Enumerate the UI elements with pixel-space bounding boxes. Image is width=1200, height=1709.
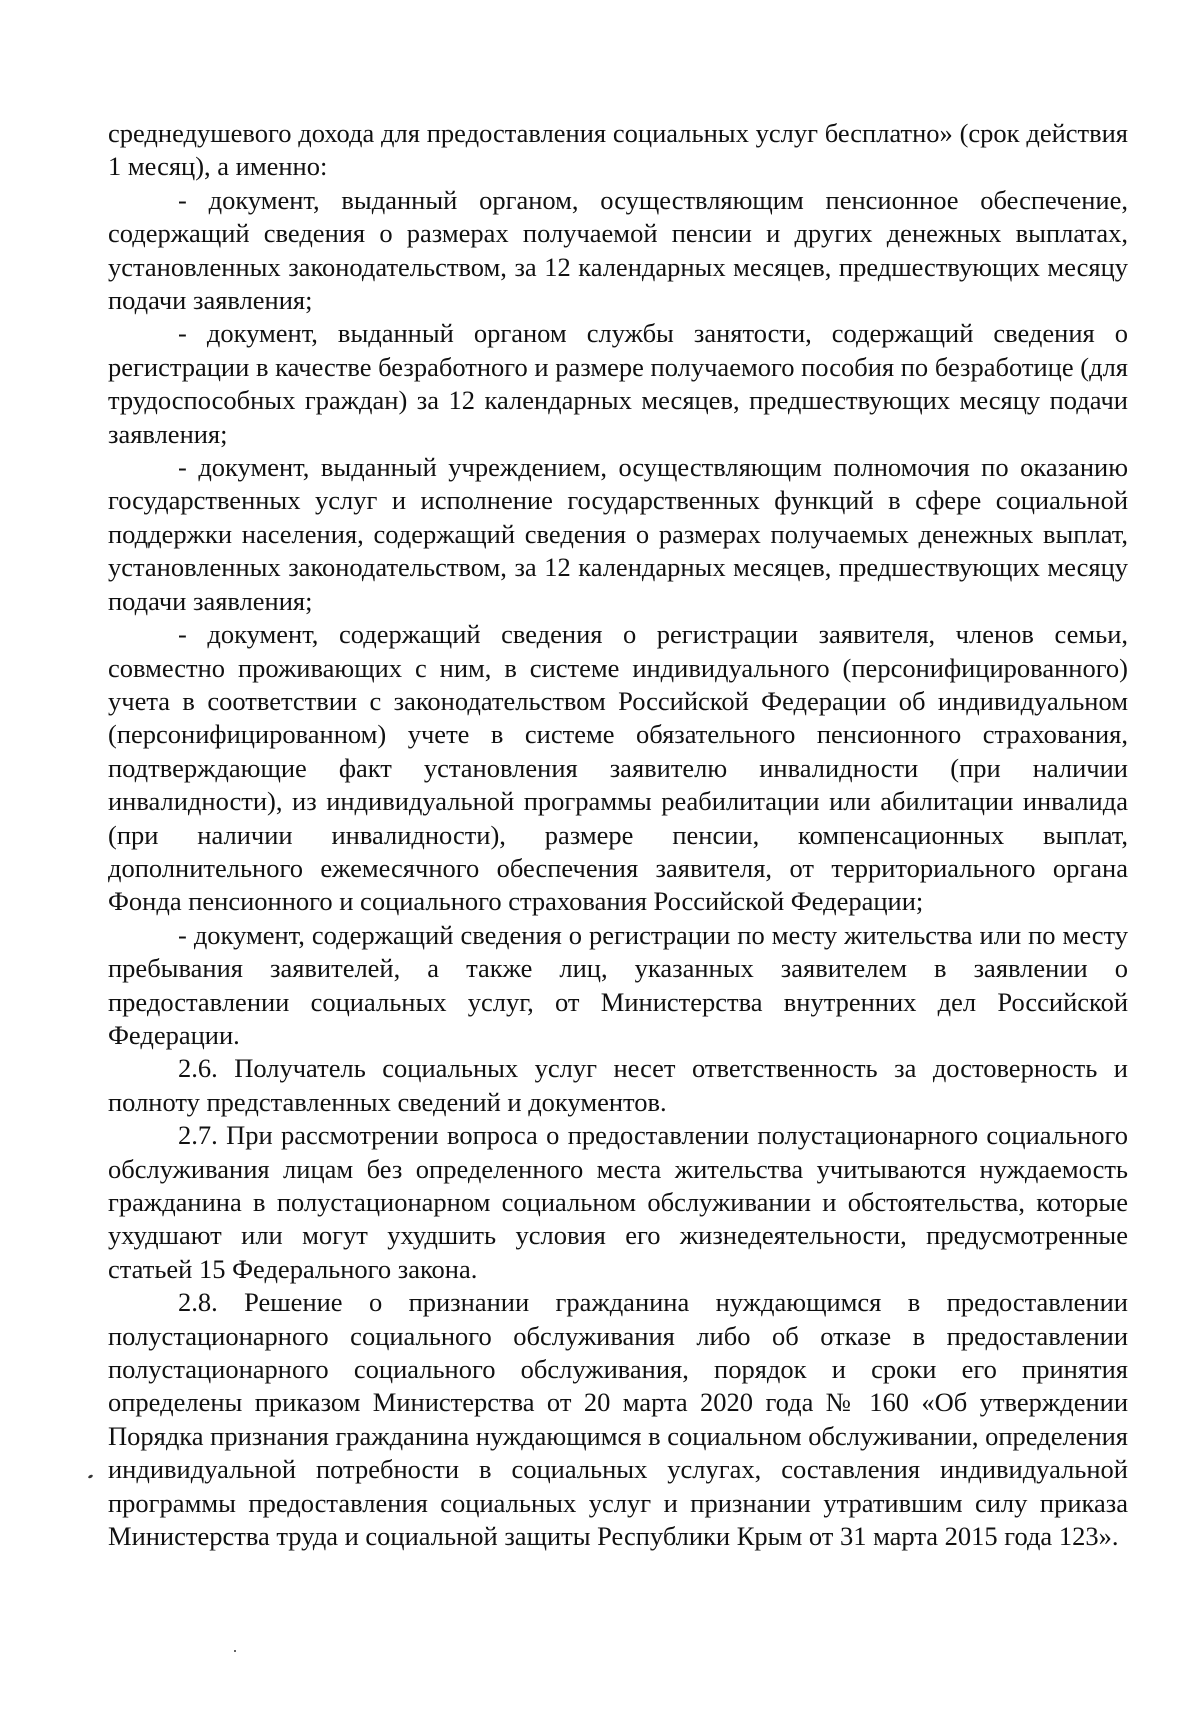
scan-speck	[234, 1650, 236, 1652]
scan-speck	[88, 1474, 94, 1479]
paragraph-2-6: 2.6. Получатель социальных услуг несет ответственность за достоверность и полноту представленных сведений и документов.	[108, 1053, 1128, 1117]
paragraph-continuation: среднедушевого дохода для предоставления социальных услуг бесплатно» (срок действия 1 месяц), а именно:	[108, 118, 1128, 182]
paragraph-pension-document: - документ, выданный органом, осуществляющим пенсионное обеспечение, содержащий сведения о размерах получаемой пенсии и других денежных выплатах, установленных законодательством, за 12 календарных месяцев, предшествующих месяцу подачи заявления;	[108, 184, 1128, 316]
paragraph-2-8: 2.8. Решение о признании гражданина нуждающимся в предоставлении полустационарного социального обслуживания либо об отказе в предоставлении полустационарного социального обслуживания, порядок и сроки его принятия определены приказом Министерства от 20 марта 2020 года № 160 «Об утверждении Порядка признания гражданина нуждающимся в социальном обслуживании, определения индивидуальной потребности в социальных услугах, составления индивидуальной программы предоставления социальных услуг и признании утратившим силу приказа Министерства труда и социальной защиты Республики Крым от 31 марта 2015 года 123».	[108, 1287, 1128, 1552]
document-body	[108, 117, 1128, 1553]
paragraph-employment-document: - документ, выданный органом службы занятости, содержащий сведения о регистрации в качестве безработного и размере получаемого пособия по безработице (для трудоспособных граждан) за 12 календарных месяцев, предшествующих месяцу подачи заявления;	[108, 318, 1128, 449]
paragraph-registration-document: - документ, содержащий сведения о регистрации по месту жительства или по месту пребывания заявителей, а также лиц, указанных заявителем в заявлении о предоставлении социальных услуг, от Министерства внутренних дел Российской Федерации.	[108, 919, 1128, 1050]
paragraph-social-support-document: - документ, выданный учреждением, осуществляющим полномочия по оказанию государственных услуг и исполнение государственных функций в сфере социальной поддержки населения, содержащий сведения о размерах получаемых денежных выплат, установленных законодательством, за 12 календарных месяцев, предшествующих месяцу подачи заявления;	[108, 452, 1128, 616]
paragraph-2-7: 2.7. При рассмотрении вопроса о предоставлении полустационарного социального обслуживания лицам без определенного места жительства учитываются нуждаемость гражданина в полустационарном социальном обслуживании и обстоятельства, которые ухудшают или могут ухудшить условия его жизнедеятельности, предусмотренные статьей 15 Федерального закона.	[108, 1120, 1128, 1284]
paragraph-personified-record-document: - документ, содержащий сведения о регистрации заявителя, членов семьи, совместно проживающих с ним, в системе индивидуального (персонифицированного) учета в соответствии с законодательством Российской Федерации об индивидуальном (персонифицированном) учете в системе обязательного пенсионного страхования, подтверждающие факт установления заявителю инвалидности (при наличии инвалидности), из индивидуальной программы реабилитации или абилитации инвалида (при наличии инвалидности), размере пенсии, компенсационных выплат, дополнительного ежемесячного обеспечения заявителя, от территориального органа Фонда пенсионного и социального страхования Российской Федерации;	[108, 619, 1128, 917]
